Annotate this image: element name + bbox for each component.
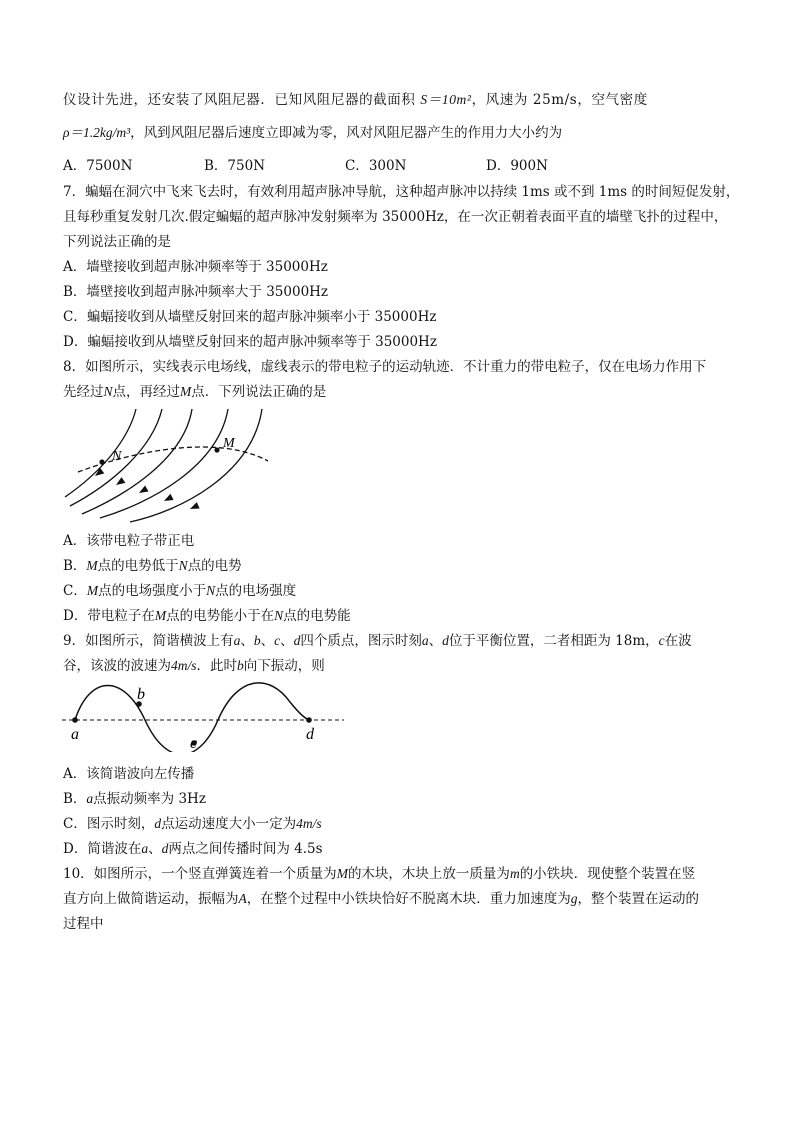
point-m-ref: M [86, 558, 98, 573]
q8-option-text: 点的电势能 [283, 608, 351, 624]
arrowhead [189, 502, 200, 512]
q7-stem-line-3: 下列说法正确的是 [63, 234, 171, 250]
q8-stem-line-2 [63, 383, 326, 401]
q9-text: 位于平衡位置，二者相距为 18m， [448, 633, 659, 649]
q6-options [63, 157, 627, 175]
q9-option-text: 点振动频率为 3Hz [93, 791, 206, 807]
point-m-ref: M [154, 608, 167, 623]
q9-text: 、 [280, 633, 294, 649]
q10-text: 10．如图所示，一个竖直弹簧连着一个质量为 [63, 866, 337, 882]
q6-text: ，风到风阻尼器后速度立即减为零，风对风阻尼器产生的作用力大小约为 [130, 125, 563, 141]
q7-option-a[interactable]: A．墙壁接收到超声脉冲频率等于 35000Hz [63, 259, 328, 275]
q9-option-c[interactable] [63, 815, 322, 833]
point-b-label: b [137, 686, 145, 703]
gravity-symbol: g [570, 891, 578, 906]
q10-stem-line-2 [63, 890, 699, 908]
q8-stem-line-1: 8．如图所示，实线表示电场线，虚线表示的带电粒子的运动轨迹．不计重力的带电粒子，仅在电场力作用下 [63, 359, 707, 375]
q9-text: 向下振动，则 [243, 658, 325, 674]
q8-option-text: 点的电势能小于在 [166, 608, 275, 624]
q9-text: 9．如图所示，简谐横波上有 [63, 633, 234, 649]
point-n-ref: N [103, 384, 113, 399]
arrowhead [137, 485, 148, 496]
q8-option-a[interactable]: A．该带电粒子带正电 [63, 533, 195, 549]
q6-text: ，空气密度 [577, 92, 648, 108]
point-n-ref: N [178, 558, 188, 573]
point-a-ref: a [141, 841, 149, 856]
q8-option-text: 点的电势低于 [97, 558, 179, 574]
wave-figure [60, 680, 350, 752]
q10-text: 直方向上做简谐运动，振幅为 [63, 891, 239, 907]
point-m-ref: M [180, 384, 192, 399]
q8-option-d[interactable] [63, 607, 351, 625]
q9-stem-line-1 [63, 632, 692, 650]
q8-option-text: 点的电场强度小于 [98, 583, 207, 599]
density-equation: ρ＝1.2kg/m³ [63, 125, 131, 140]
wave-speed: 4m/s [296, 816, 322, 831]
q8-option-c[interactable] [63, 582, 296, 600]
q6-option-d[interactable]: D．900N [486, 158, 548, 174]
q7-stem-line-1: 7．蝙蝠在洞穴中飞来飞去时，有效利用超声脉冲导航，这种超声脉冲以持续 1ms 或不到 1ms 的时间短促发射， [63, 184, 740, 200]
point-n-dot [99, 459, 104, 464]
field-line-1 [65, 409, 136, 497]
q8-option-text: 点的电势 [187, 558, 242, 574]
point-d-label: d [306, 726, 314, 743]
q7-option-d[interactable]: D．蝙蝠接收到从墙壁反射回来的超声脉冲频率等于 35000Hz [63, 334, 437, 350]
point-a-ref: a [233, 633, 241, 648]
point-m-label: M [223, 436, 235, 451]
q8-option-text: B． [63, 558, 87, 574]
point-d-ref: d [293, 633, 301, 648]
q10-stem-line-1 [63, 865, 695, 883]
point-a-ref: a [86, 791, 94, 806]
q9-option-b[interactable] [63, 790, 206, 808]
q9-text: 、 [428, 633, 443, 649]
point-b-ref: b [253, 633, 261, 648]
point-c-label: c [190, 735, 198, 752]
q10-text: ，在整个过程中小铁块恰好不脱离木块．重力加速度为 [246, 891, 571, 907]
amplitude-symbol: A [238, 891, 247, 906]
q8-text: 点．下列说法正确的是 [191, 384, 327, 400]
q9-option-text: D．简谐波在 [63, 841, 142, 857]
q10-text: 的木块，木块上放一质量为 [347, 866, 510, 882]
q8-option-text: C． [63, 583, 87, 599]
point-d-ref: d [154, 816, 162, 831]
q9-text: ．此时 [196, 658, 238, 674]
q9-text: 、 [240, 633, 254, 649]
point-d-dot [306, 717, 312, 723]
q6-line-2 [63, 124, 562, 142]
point-n-ref: N [274, 608, 284, 623]
field-line-3 [82, 409, 192, 514]
point-m-ref: M [86, 583, 99, 598]
q9-text: 谷，该波的波速为 [63, 658, 171, 674]
point-a-label: a [71, 726, 79, 743]
area-equation: S＝10m² [420, 92, 472, 107]
q9-option-text: 、 [148, 841, 162, 857]
q9-option-text: C．图示时刻， [63, 816, 155, 832]
point-n-ref: N [206, 583, 216, 598]
point-a-dot [72, 717, 78, 723]
arrowhead [162, 494, 173, 504]
mass-m-big: M [336, 866, 348, 881]
q6-option-c[interactable]: C．300N [345, 158, 407, 174]
q7-option-c[interactable]: C．蝙蝠接收到从墙壁反射回来的超声脉冲频率小于 35000Hz [63, 309, 437, 325]
q9-option-text: 点运动速度大小一定为 [161, 816, 297, 832]
q8-text: 先经过 [63, 384, 104, 400]
electric-field-figure [60, 405, 270, 525]
q7-option-b[interactable]: B．墙壁接收到超声脉冲频率大于 35000Hz [63, 284, 329, 300]
point-d-ref: d [161, 841, 169, 856]
q10-stem-line-3: 过程中 [63, 916, 104, 932]
q10-text: ，整个装置在运动的 [577, 891, 699, 907]
point-n-label: N [112, 449, 122, 464]
q9-text: 四个质点，图示时刻 [300, 633, 422, 649]
q8-option-text: D．带电粒子在 [63, 608, 155, 624]
point-c-ref: c [658, 633, 665, 648]
q9-text: 、 [260, 633, 275, 649]
q7-stem-line-2: 且每秒重复发射几次.假定蝙蝠的超声脉冲发射频率为 35000Hz，在一次正朝着表面平直的墙壁飞扑的过程中， [63, 209, 728, 225]
wind-speed: 25m/s [532, 92, 578, 108]
q9-option-text: B． [63, 791, 87, 807]
point-m-dot [214, 447, 219, 452]
point-b-ref: b [237, 658, 244, 673]
q9-option-d[interactable] [63, 840, 323, 858]
q9-stem-line-2 [63, 657, 325, 675]
q8-text: 点，再经过 [112, 384, 181, 400]
mass-m-small: m [509, 866, 520, 881]
q9-text: 在波 [664, 633, 692, 649]
q8-option-text: 点的电场强度 [215, 583, 297, 599]
point-d-ref: d [442, 633, 449, 648]
q8-option-b[interactable] [63, 557, 242, 575]
q9-option-text: 两点之间传播时间为 4.5s [168, 841, 323, 857]
q9-option-a[interactable]: A．该简谐波向左传播 [63, 766, 195, 782]
wave-speed: 4m/s [171, 658, 197, 673]
q6-line-1 [63, 91, 648, 109]
q6-text: ，风速为 [471, 92, 528, 108]
point-a-ref: a [421, 633, 429, 648]
q10-text: 的小铁块．现使整个装置在竖 [519, 866, 696, 882]
point-c-ref: c [274, 633, 281, 648]
arrowhead [114, 477, 125, 488]
q6-option-b[interactable]: B．750N [204, 158, 266, 174]
q6-text: 仪设计先进，还安装了风阻尼器．已知风阻尼器的截面积 [63, 92, 416, 108]
q6-option-a[interactable]: A．7500N [63, 158, 133, 174]
